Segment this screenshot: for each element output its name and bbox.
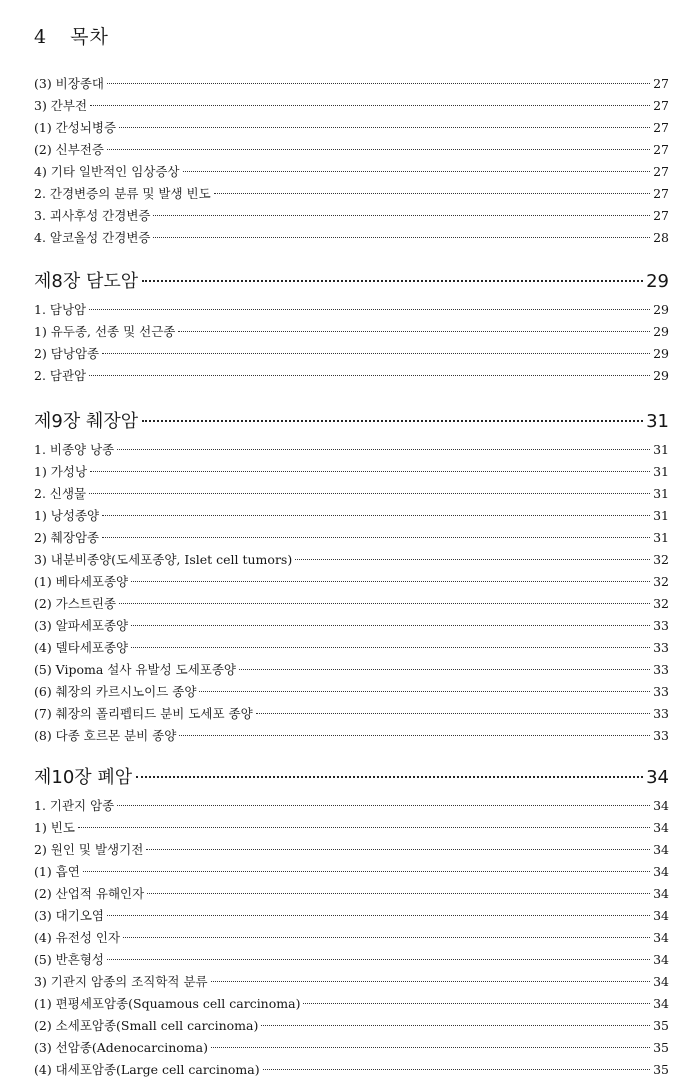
toc-chapter-entry [34,408,669,436]
dot-leader [102,353,650,354]
toc-entry [34,96,669,116]
dot-leader [83,871,650,872]
entry-title: (2) 신부전증 [34,142,104,157]
toc-entry [34,1016,669,1036]
toc-entry [34,572,669,592]
entry-page-number: 34 [653,842,669,857]
entry-page-number: 27 [653,186,669,201]
dot-leader [117,805,650,806]
dot-leader [123,937,650,938]
entry-title: 2. 담관암 [34,368,87,383]
toc-entry [34,616,669,636]
dot-leader [107,915,650,916]
entry-title: (4) 델타세포종양 [34,640,129,655]
entry-page-number: 27 [653,98,669,113]
toc-entry [34,994,669,1014]
toc-entry [34,704,669,724]
entry-title: 2. 간경변증의 분류 및 발생 빈도 [34,186,211,201]
entry-title: 3) 간부전 [34,98,88,113]
dot-leader [107,83,650,84]
toc-entry [34,440,669,460]
entry-page-number: 27 [653,142,669,157]
toc-entry [34,660,669,680]
entry-page-number: 33 [653,618,669,633]
toc-entry [34,972,669,992]
dot-leader [119,127,650,128]
toc-entry [34,206,669,226]
entry-page-number: 31 [653,508,669,523]
dot-leader [295,559,650,560]
dot-leader [142,420,643,422]
dot-leader [303,1003,650,1004]
entry-page-number: 33 [653,640,669,655]
entry-title: (5) 반흔형성 [34,952,104,967]
dot-leader [131,625,650,626]
toc-entry [34,162,669,182]
entry-title: (3) 비장종대 [34,76,104,91]
dot-leader [256,713,650,714]
entry-title: (2) 가스트린종 [34,596,117,611]
entry-title: (2) 산업적 유해인자 [34,886,145,901]
toc-entry [34,462,669,482]
toc-entry [34,1060,669,1080]
dot-leader [90,471,650,472]
toc-entry [34,140,669,160]
toc-entry [34,682,669,702]
toc-entry [34,300,669,320]
toc-entry [34,322,669,342]
entry-page-number: 34 [653,996,669,1011]
entry-page-number: 34 [653,930,669,945]
page-header [34,22,109,49]
entry-title: (3) 선암종(Adenocarcinoma) [34,1040,208,1055]
entry-page-number: 34 [653,908,669,923]
entry-page-number: 27 [653,164,669,179]
entry-page-number: 34 [653,820,669,835]
entry-title: 4) 기타 일반적인 임상증상 [34,164,180,179]
entry-page-number: 28 [653,230,669,245]
toc-entry [34,228,669,248]
toc-entry [34,506,669,526]
dot-leader [119,603,650,604]
entry-title: 1) 유두종, 선종 및 선근종 [34,324,176,339]
toc-entry [34,344,669,364]
page-title: 목차 [70,26,109,48]
dot-leader [89,309,650,310]
toc-entry [34,906,669,926]
dot-leader [107,149,650,150]
entry-title: (1) 흡연 [34,864,80,879]
entry-page-number: 32 [653,552,669,567]
entry-title: 1. 기관지 암종 [34,798,115,813]
dot-leader [78,827,650,828]
entry-title: 2. 신생물 [34,486,87,501]
dot-leader [136,776,643,778]
dot-leader [102,515,650,516]
entry-title: (6) 췌장의 카르시노이드 종양 [34,684,197,699]
entry-page-number: 32 [653,574,669,589]
toc-entry [34,484,669,504]
toc-entry [34,74,669,94]
entry-page-number: 31 [653,530,669,545]
entry-page-number: 34 [653,886,669,901]
dot-leader [102,537,650,538]
entry-title: 2) 췌장암종 [34,530,100,545]
entry-page-number: 31 [653,486,669,501]
entry-page-number: 27 [653,208,669,223]
entry-title: (8) 다종 호르몬 분비 종양 [34,728,177,743]
entry-page-number: 29 [653,302,669,317]
toc-entry [34,928,669,948]
chapter-title: 제10장 폐암 [34,767,133,788]
toc-entry [34,862,669,882]
chapter-title: 제9장 췌장암 [34,411,139,432]
entry-page-number: 32 [653,596,669,611]
dot-leader [89,375,650,376]
dot-leader [178,331,650,332]
dot-leader [261,1025,650,1026]
chapter-title: 제8장 담도암 [34,271,139,292]
entry-page-number: 34 [646,767,669,788]
dot-leader [153,237,650,238]
entry-page-number: 35 [653,1040,669,1055]
entry-page-number: 34 [653,798,669,813]
toc-entry [34,796,669,816]
entry-page-number: 31 [646,411,669,432]
dot-leader [214,193,650,194]
toc-entry [34,528,669,548]
dot-leader [153,215,650,216]
page-number: 4 [34,26,48,48]
dot-leader [263,1069,650,1070]
entry-title: 3) 기관지 암종의 조직학적 분류 [34,974,208,989]
toc-entry [34,366,669,386]
dot-leader [239,669,650,670]
toc-entry [34,950,669,970]
entry-page-number: 29 [646,271,669,292]
entry-title: 1) 가성낭 [34,464,88,479]
dot-leader [142,280,643,282]
entry-title: (4) 대세포암종(Large cell carcinoma) [34,1062,260,1077]
entry-title: (1) 편평세포암종(Squamous cell carcinoma) [34,996,301,1011]
toc-entry [34,818,669,838]
toc-entry [34,118,669,138]
dot-leader [131,581,650,582]
toc-entry [34,840,669,860]
dot-leader [179,735,650,736]
entry-title: (2) 소세포암종(Small cell carcinoma) [34,1018,259,1033]
entry-page-number: 33 [653,684,669,699]
dot-leader [147,893,650,894]
toc-entry [34,184,669,204]
dot-leader [146,849,650,850]
dot-leader [211,981,650,982]
entry-page-number: 27 [653,120,669,135]
entry-title: 1. 담낭암 [34,302,87,317]
dot-leader [199,691,650,692]
entry-page-number: 33 [653,728,669,743]
entry-page-number: 31 [653,464,669,479]
dot-leader [107,959,650,960]
entry-page-number: 27 [653,76,669,91]
toc-entry [34,550,669,570]
entry-title: 2) 원인 및 발생기전 [34,842,144,857]
toc-entry [34,884,669,904]
toc-entry [34,1038,669,1058]
dot-leader [90,105,650,106]
entry-title: (7) 췌장의 폴리펩티드 분비 도세포 종양 [34,706,253,721]
entry-title: 3. 괴사후성 간경변증 [34,208,151,223]
entry-title: (3) 알파세포종양 [34,618,129,633]
entry-page-number: 34 [653,864,669,879]
toc-entry [34,594,669,614]
entry-page-number: 34 [653,952,669,967]
entry-page-number: 33 [653,706,669,721]
toc-entry [34,726,669,746]
entry-title: 4. 알코올성 간경변증 [34,230,151,245]
entry-page-number: 35 [653,1062,669,1077]
entry-title: (1) 간성뇌병증 [34,120,117,135]
entry-title: 1) 빈도 [34,820,75,835]
entry-page-number: 29 [653,346,669,361]
entry-title: 2) 담낭암종 [34,346,100,361]
dot-leader [117,449,650,450]
toc-entry [34,638,669,658]
entry-title: (1) 베타세포종양 [34,574,129,589]
dot-leader [89,493,650,494]
toc-chapter-entry [34,268,669,296]
entry-page-number: 34 [653,974,669,989]
entry-title: 3) 내분비종양(도세포종양, Islet cell tumors) [34,552,293,567]
toc-chapter-entry [34,764,669,792]
dot-leader [183,171,650,172]
entry-page-number: 33 [653,662,669,677]
entry-title: (4) 유전성 인자 [34,930,121,945]
entry-page-number: 35 [653,1018,669,1033]
entry-title: 1) 낭성종양 [34,508,100,523]
entry-title: (5) Vipoma 설사 유발성 도세포종양 [34,662,236,677]
entry-page-number: 31 [653,442,669,457]
entry-page-number: 29 [653,368,669,383]
entry-title: (3) 대기오염 [34,908,104,923]
entry-title: 1. 비종양 낭종 [34,442,115,457]
dot-leader [211,1047,650,1048]
dot-leader [131,647,650,648]
entry-page-number: 29 [653,324,669,339]
